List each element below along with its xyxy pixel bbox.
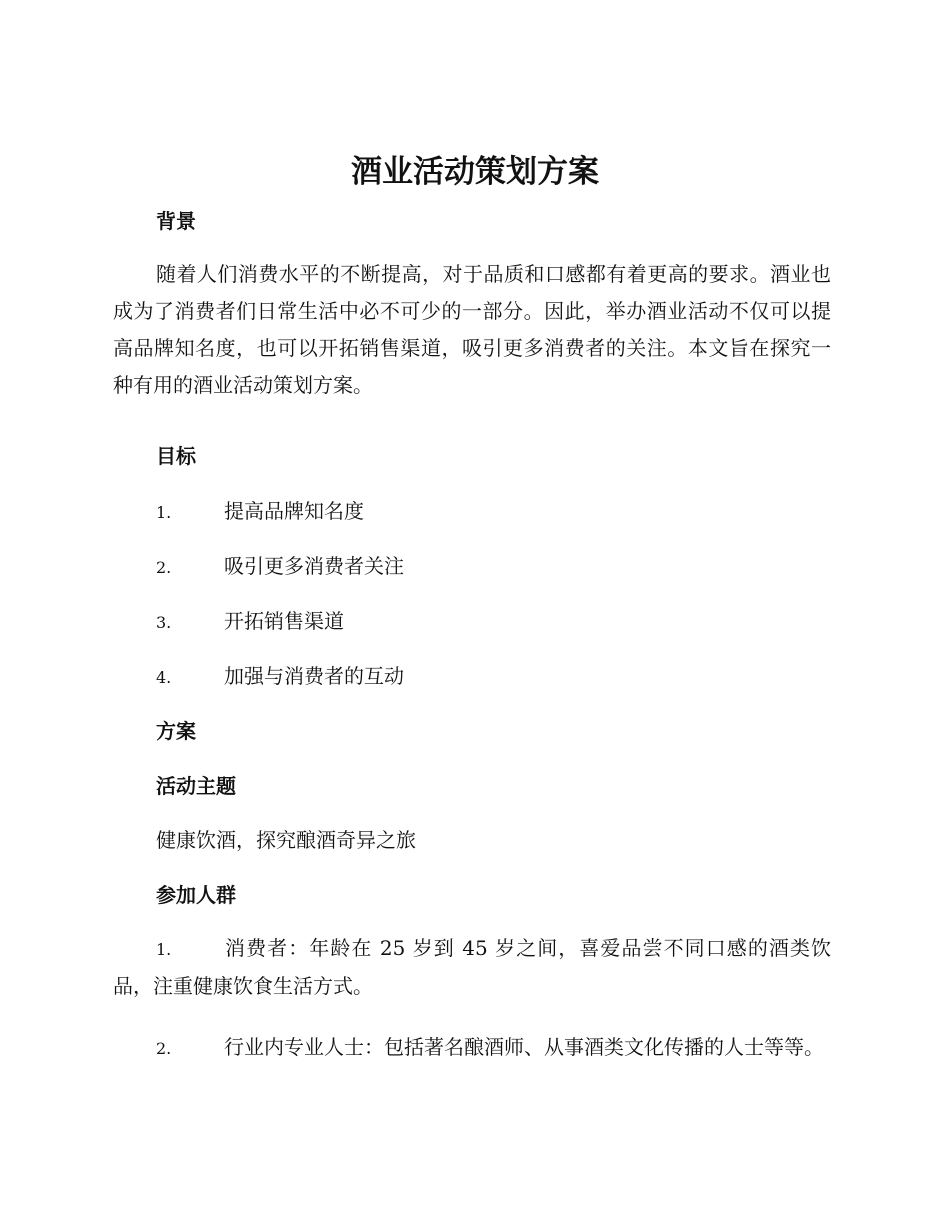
list-item bbox=[156, 661, 404, 693]
list-item bbox=[113, 930, 831, 1005]
section-heading-background: 背景 bbox=[156, 209, 196, 233]
list-item-text: 消费者：年龄在 25 岁到 45 岁之间，喜爱品尝不同口感的酒类饮品，注重健康饮食生活方式。 bbox=[113, 936, 831, 998]
list-item-text: 行业内专业人士：包括著名酿酒师、从事酒类文化传播的人士等等。 bbox=[224, 1035, 824, 1059]
list-item bbox=[156, 496, 364, 528]
section-heading-audience: 参加人群 bbox=[156, 883, 236, 907]
section-heading-theme: 活动主题 bbox=[156, 774, 236, 798]
list-item bbox=[156, 606, 344, 638]
document-title: 酒业活动策划方案 bbox=[351, 154, 599, 190]
list-item-text: 提高品牌知名度 bbox=[224, 499, 364, 523]
theme-text: 健康饮酒，探究酿酒奇异之旅 bbox=[156, 828, 416, 852]
list-item-number: 1. bbox=[156, 940, 172, 959]
section-heading-plan: 方案 bbox=[156, 719, 196, 743]
list-item-text: 加强与消费者的互动 bbox=[224, 664, 404, 688]
list-item-number: 2. bbox=[156, 558, 172, 577]
list-item-text: 开拓销售渠道 bbox=[224, 609, 344, 633]
list-item-text: 吸引更多消费者关注 bbox=[224, 554, 404, 578]
list-item-number: 4. bbox=[156, 668, 172, 687]
list-item bbox=[156, 551, 404, 583]
list-item-number: 2. bbox=[156, 1039, 172, 1058]
list-item-number: 3. bbox=[156, 613, 172, 632]
list-item-number: 1. bbox=[156, 503, 172, 522]
section-heading-goals: 目标 bbox=[156, 444, 196, 468]
list-item bbox=[113, 1029, 831, 1067]
background-paragraph: 随着人们消费水平的不断提高，对于品质和口感都有着更高的要求。酒业也成为了消费者们日常生活中必不可少的一部分。因此，举办酒业活动不仅可以提高品牌知名度，也可以开拓销售渠道，吸引更多消费者的关注。本文旨在探究一种有用的酒业活动策划方案。 bbox=[113, 262, 831, 397]
